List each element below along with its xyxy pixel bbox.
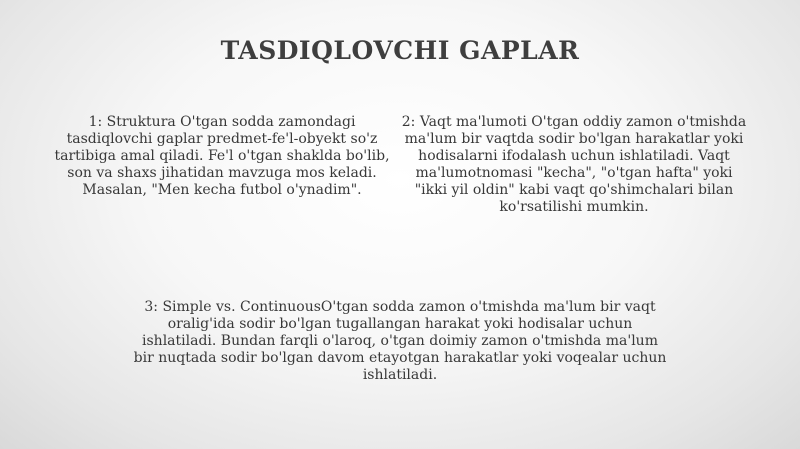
text-block-simple-vs-continuous: 3: Simple vs. ContinuousO'tgan sodda zamon o'tmishda ma'lum bir vaqt oralig'ida sodir bo'lgan tugallangan harakat yoki hodisalar uchun ishlatiladi. Bundan farqli o'laroq, o'tgan doimiy zamon o'tmishda ma'lum bir nuqtada sodir bo'lgan davom etayotgan harakatlar yoki voqealar uchun ishlatiladi. [133,299,667,383]
slide-title: TASDIQLOVCHI GAPLAR [220,36,580,65]
text-block-time-reference: 2: Vaqt ma'lumoti O'tgan oddiy zamon o'tmishda ma'lum bir vaqtda sodir bo'lgan harakatlar yoki hodisalarni ifodalash uchun ishlatiladi. Vaqt ma'lumotnomasi "kecha", "o'tgan hafta" yoki "ikki yil oldin" kabi vaqt qo'shimchalari bilan ko'rsatilishi mumkin. [401,114,747,215]
text-block-structure: 1: Struktura O'tgan sodda zamondagi tasdiqlovchi gaplar predmet-fe'l-obyekt so'z tartibiga amal qiladi. Fe'l o'tgan shaklda bo'lib, son va shaxs jihatidan mavzuga mos keladi. Masalan, "Men kecha futbol o'ynadim". [54,114,390,198]
